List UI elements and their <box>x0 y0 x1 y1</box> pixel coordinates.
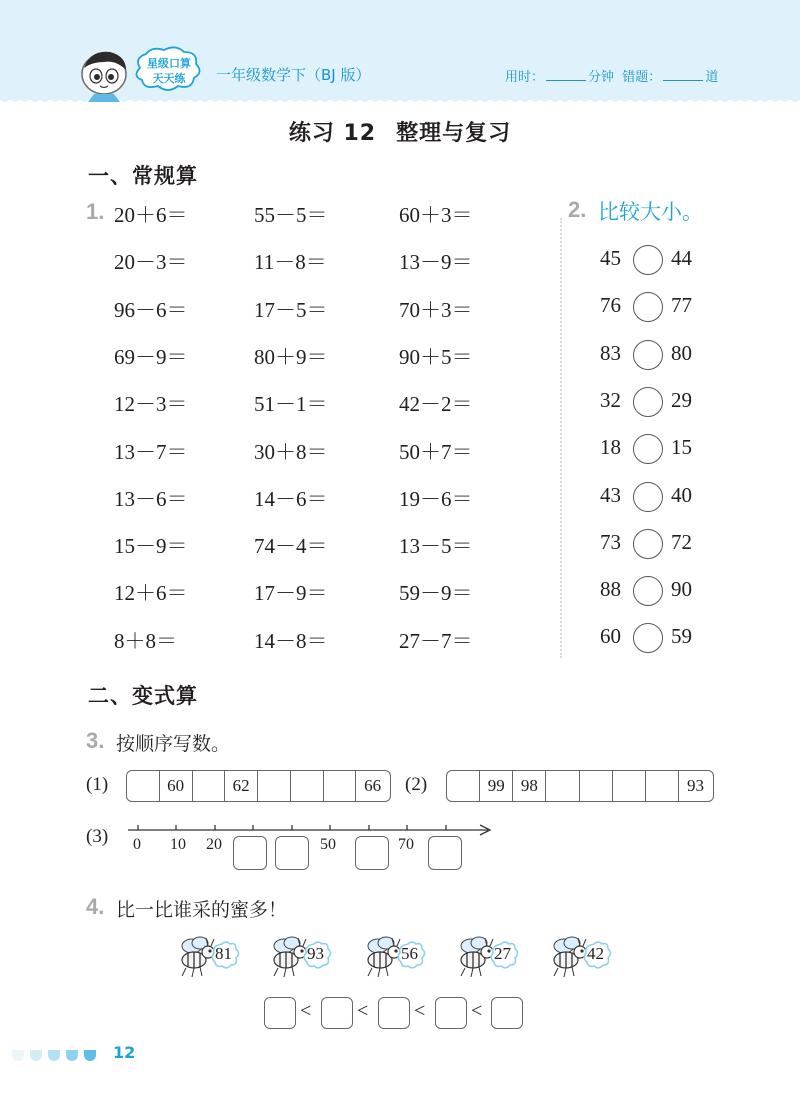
order-answer-box[interactable] <box>435 997 467 1029</box>
q3-part2-sequence <box>446 770 714 802</box>
number-line-blank-box[interactable] <box>355 836 389 870</box>
arithmetic-problem: 30＋8＝ <box>254 439 328 464</box>
compare-answer-circle[interactable] <box>633 576 663 606</box>
sequence-given-cell: 93 <box>686 776 704 795</box>
question-number-3: 3. <box>86 728 105 753</box>
bee-honey-count: 27 <box>494 944 511 963</box>
number-line-label: 0 <box>133 836 141 853</box>
footer-dots-icon <box>10 1048 110 1062</box>
arithmetic-problem: 11－8＝ <box>254 250 327 275</box>
q3-part2-label: (2) <box>405 774 428 795</box>
compare-right-number: 15 <box>671 435 692 460</box>
sequence-blank-cell[interactable] <box>291 771 324 801</box>
compare-answer-circle[interactable] <box>633 623 663 653</box>
compare-left-number: 73 <box>600 529 621 554</box>
arithmetic-problem: 14－6＝ <box>254 486 328 511</box>
number-line-label: 10 <box>170 836 186 853</box>
sequence-given-cell: 66 <box>364 776 382 795</box>
question-number-4: 4. <box>86 894 105 919</box>
section-heading-variant: 二、变式算 <box>88 684 198 708</box>
arithmetic-problem: 15－9＝ <box>114 534 188 559</box>
arithmetic-problem: 69－9＝ <box>114 344 188 369</box>
sequence-blank-cell[interactable] <box>127 771 160 801</box>
sequence-blank-cell[interactable] <box>580 771 613 801</box>
arithmetic-problem: 27－7＝ <box>399 628 473 653</box>
sequence-blank-cell[interactable] <box>613 771 646 801</box>
arithmetic-problem: 13－7＝ <box>114 439 188 464</box>
number-line-blank-box[interactable] <box>233 836 267 870</box>
bee-honey-count: 81 <box>215 944 232 963</box>
arithmetic-problem: 12＋6＝ <box>114 581 188 606</box>
arithmetic-problem: 19－6＝ <box>399 486 473 511</box>
logo-line-2: 天天练 <box>152 72 186 85</box>
question-number-1: 1. <box>86 199 105 224</box>
sequence-blank-cell[interactable] <box>646 771 679 801</box>
number-line-label: 70 <box>398 836 414 853</box>
compare-answer-circle[interactable] <box>633 387 663 417</box>
sequence-given-cell: 60 <box>160 771 193 801</box>
arithmetic-problem: 70＋3＝ <box>399 297 473 322</box>
compare-right-number: 90 <box>671 577 692 602</box>
time-label: 用时： <box>505 70 545 85</box>
compare-answer-circle[interactable] <box>633 434 663 464</box>
section-heading-regular: 一、常规算 <box>88 164 198 188</box>
sequence-blank-cell[interactable] <box>258 771 291 801</box>
compare-right-number: 40 <box>671 482 692 507</box>
less-than-sign: < <box>357 1000 369 1022</box>
errors-unit: 道 <box>705 70 719 85</box>
compare-left-number: 32 <box>600 387 621 412</box>
compare-left-number: 88 <box>600 577 621 602</box>
compare-left-number: 83 <box>600 340 621 365</box>
order-answer-box[interactable] <box>264 997 296 1029</box>
arithmetic-problem: 20－3＝ <box>114 250 188 275</box>
compare-left-number: 45 <box>600 246 621 270</box>
compare-answer-circle[interactable] <box>633 529 663 559</box>
compare-answer-circle[interactable] <box>633 482 663 512</box>
arithmetic-problem: 8＋8＝ <box>114 628 177 653</box>
q4-title: 比一比谁采的蜜多！ <box>116 899 288 921</box>
arithmetic-problem: 55－5＝ <box>254 203 328 227</box>
compare-right-number: 77 <box>671 293 692 318</box>
column-divider <box>560 218 562 658</box>
page-title-topic: 整理与复习 <box>396 121 512 146</box>
arithmetic-problem: 20＋6＝ <box>114 203 188 227</box>
compare-answer-circle[interactable] <box>633 340 663 370</box>
arithmetic-problem: 14－8＝ <box>254 628 328 653</box>
page-title-number: 练习 12 <box>288 121 377 146</box>
compare-right-number: 72 <box>671 529 692 554</box>
sequence-blank-cell[interactable] <box>193 771 226 801</box>
time-blank[interactable] <box>546 69 586 81</box>
series-logo <box>132 46 204 92</box>
book-title: 一年级数学下（BJ 版） <box>216 66 371 84</box>
arithmetic-problem: 12－3＝ <box>114 392 188 417</box>
sequence-blank-cell[interactable] <box>546 771 579 801</box>
sequence-given-cell: 99 <box>480 771 513 801</box>
order-answer-box[interactable] <box>491 997 523 1029</box>
time-unit: 分钟 <box>588 70 615 85</box>
number-line-blank-box[interactable] <box>275 836 309 870</box>
compare-right-number: 44 <box>671 246 692 270</box>
arithmetic-problem: 13－6＝ <box>114 486 188 511</box>
less-than-sign: < <box>300 1000 312 1022</box>
less-than-sign: < <box>471 1000 483 1022</box>
q3-part1-sequence <box>126 770 391 802</box>
compare-left-number: 60 <box>600 624 621 649</box>
arithmetic-problem: 59－9＝ <box>399 581 473 606</box>
errors-blank[interactable] <box>663 69 703 81</box>
bee-honey-count: 42 <box>587 944 604 963</box>
order-answer-box[interactable] <box>321 997 353 1029</box>
arithmetic-problem: 50＋7＝ <box>399 439 473 464</box>
arithmetic-problem: 96－6＝ <box>114 297 188 322</box>
less-than-sign: < <box>414 1000 426 1022</box>
sequence-blank-cell[interactable] <box>324 771 357 801</box>
arithmetic-problem: 13－5＝ <box>399 534 473 559</box>
compare-left-number: 18 <box>600 435 621 460</box>
compare-right-number: 29 <box>671 387 692 412</box>
q2-title: 比较大小。 <box>598 200 703 224</box>
page-number: 12 <box>113 1043 136 1062</box>
mascot-icon <box>76 48 132 104</box>
compare-answer-circle[interactable] <box>633 245 663 275</box>
arithmetic-problem: 42－2＝ <box>399 392 473 417</box>
compare-answer-circle[interactable] <box>633 292 663 322</box>
compare-left-number: 76 <box>600 293 621 318</box>
page-title <box>0 116 800 147</box>
q3-title: 按顺序写数。 <box>116 733 231 755</box>
logo-line-1: 星级口算 <box>147 57 191 70</box>
compare-right-number: 59 <box>671 624 692 649</box>
sequence-blank-cell[interactable] <box>447 771 480 801</box>
errors-label: 错题： <box>622 70 662 85</box>
compare-left-number: 43 <box>600 482 621 507</box>
q3-part1-label: (1) <box>86 774 109 795</box>
arithmetic-problem: 51－1＝ <box>254 392 328 417</box>
bee-honey-count: 93 <box>307 944 324 963</box>
compare-right-number: 80 <box>671 340 692 365</box>
question-number-2: 2. <box>568 197 587 222</box>
arithmetic-problem: 17－9＝ <box>254 581 328 606</box>
bee-honey-count: 56 <box>401 944 418 963</box>
arithmetic-problem: 74－4＝ <box>254 534 328 559</box>
number-line-label: 20 <box>206 836 222 853</box>
arithmetic-problem: 90＋5＝ <box>399 344 473 369</box>
number-line-label: 50 <box>320 836 336 853</box>
time-error-record <box>505 66 718 85</box>
sequence-given-cell: 98 <box>513 771 546 801</box>
arithmetic-problem: 17－5＝ <box>254 297 328 322</box>
q3-part3-label: (3) <box>86 826 109 847</box>
arithmetic-problem: 13－9＝ <box>399 250 473 275</box>
sequence-given-cell: 62 <box>225 771 258 801</box>
arithmetic-problem: 80＋9＝ <box>254 344 328 369</box>
order-answer-box[interactable] <box>378 997 410 1029</box>
arithmetic-problem: 60＋3＝ <box>399 203 473 227</box>
number-line-blank-box[interactable] <box>428 836 462 870</box>
